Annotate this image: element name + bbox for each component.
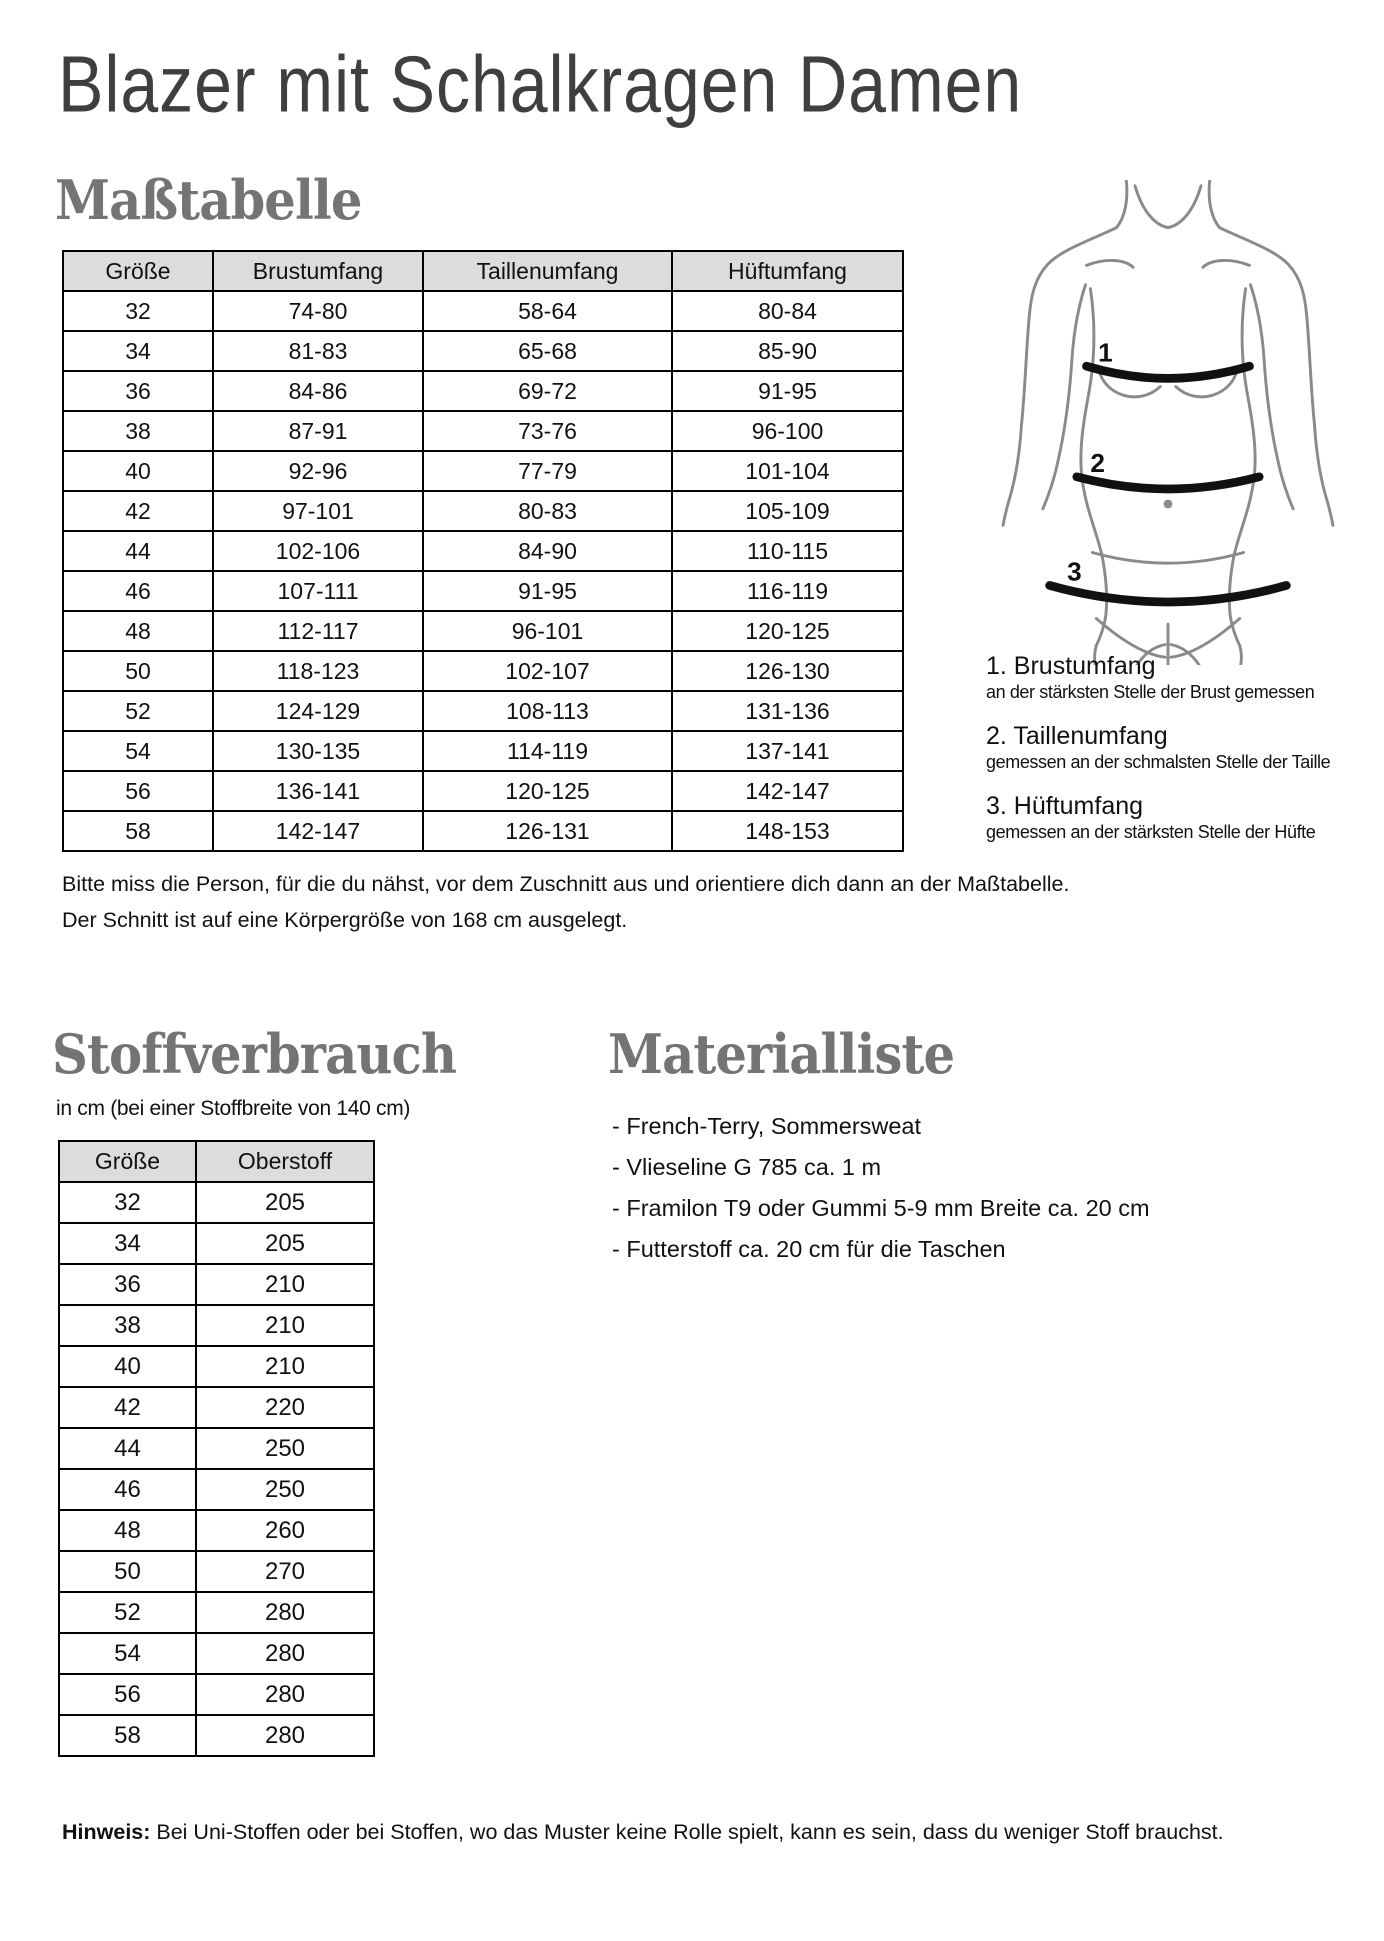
- table-cell: 46: [63, 571, 213, 611]
- table-cell: 40: [63, 451, 213, 491]
- header-row: [59, 1141, 374, 1182]
- table-cell: 52: [63, 691, 213, 731]
- material-list: [612, 1106, 1150, 1270]
- table-cell: 56: [59, 1674, 196, 1715]
- table-cell: 97-101: [213, 491, 423, 531]
- header-row: [63, 251, 903, 291]
- table-cell: 280: [196, 1715, 374, 1756]
- column-header: Größe: [59, 1141, 196, 1182]
- table-cell: 148-153: [672, 811, 903, 851]
- table-cell: 85-90: [672, 331, 903, 371]
- table-cell: 105-109: [672, 491, 903, 531]
- table-cell: 126-130: [672, 651, 903, 691]
- table-row: [63, 691, 903, 731]
- table-cell: 205: [196, 1223, 374, 1264]
- table-cell: 210: [196, 1264, 374, 1305]
- table-cell: 54: [59, 1633, 196, 1674]
- table-cell: 44: [59, 1428, 196, 1469]
- material-item: - Futterstoff ca. 20 cm für die Taschen: [612, 1236, 1006, 1262]
- table-cell: 205: [196, 1182, 374, 1223]
- masstabelle-heading: Maßtabelle: [55, 168, 362, 232]
- table-row: [63, 651, 903, 691]
- table-cell: 48: [63, 611, 213, 651]
- band-label-2: 2: [1090, 447, 1105, 478]
- table-row: [63, 771, 903, 811]
- table-row: [59, 1428, 374, 1469]
- table-cell: 81-83: [213, 331, 423, 371]
- table-row: [63, 451, 903, 491]
- measurement-note: [62, 866, 1069, 938]
- stoffverbrauch-subtitle: in cm (bei einer Stoffbreite von 140 cm): [56, 1097, 411, 1120]
- table-cell: 65-68: [423, 331, 672, 371]
- note-line-2: Der Schnitt ist auf eine Körpergröße von 168 cm ausgelegt.: [62, 908, 628, 932]
- table-row: [59, 1674, 374, 1715]
- legend-desc: gemessen an der schmalsten Stelle der Taille: [986, 752, 1331, 772]
- table-row: [63, 491, 903, 531]
- table-cell: 114-119: [423, 731, 672, 771]
- table-cell: 280: [196, 1674, 374, 1715]
- table-cell: 36: [59, 1264, 196, 1305]
- table-row: [59, 1346, 374, 1387]
- table-cell: 34: [59, 1223, 196, 1264]
- table-cell: 280: [196, 1633, 374, 1674]
- table-cell: 58: [59, 1715, 196, 1756]
- material-item: - Vlieseline G 785 ca. 1 m: [612, 1154, 882, 1180]
- table-cell: 50: [59, 1551, 196, 1592]
- column-header: Hüftumfang: [672, 251, 903, 291]
- table-cell: 126-131: [423, 811, 672, 851]
- table-row: [63, 371, 903, 411]
- table-cell: 84-86: [213, 371, 423, 411]
- table-cell: 112-117: [213, 611, 423, 651]
- table-cell: 260: [196, 1510, 374, 1551]
- table-row: [59, 1264, 374, 1305]
- table-cell: 118-123: [213, 651, 423, 691]
- table-cell: 84-90: [423, 531, 672, 571]
- table-row: [63, 411, 903, 451]
- table-cell: 124-129: [213, 691, 423, 731]
- table-cell: 210: [196, 1346, 374, 1387]
- table-cell: 107-111: [213, 571, 423, 611]
- table-cell: 101-104: [672, 451, 903, 491]
- table-cell: 48: [59, 1510, 196, 1551]
- table-cell: 108-113: [423, 691, 672, 731]
- table-cell: 210: [196, 1305, 374, 1346]
- table-row: [59, 1305, 374, 1346]
- table-cell: 92-96: [213, 451, 423, 491]
- band-label-3: 3: [1067, 556, 1082, 587]
- column-header: Taillenumfang: [423, 251, 672, 291]
- table-cell: 280: [196, 1592, 374, 1633]
- table-cell: 42: [59, 1387, 196, 1428]
- table-cell: 136-141: [213, 771, 423, 811]
- table-cell: 40: [59, 1346, 196, 1387]
- table-cell: 142-147: [213, 811, 423, 851]
- hinweis-note: [62, 1820, 1224, 1845]
- page-title: Blazer mit Schalkragen Damen: [58, 39, 1023, 129]
- table-row: [59, 1223, 374, 1264]
- bust-band-icon: [1087, 366, 1250, 378]
- hip-band-icon: [1050, 585, 1287, 601]
- band-label-1: 1: [1098, 337, 1113, 368]
- table-cell: 102-106: [213, 531, 423, 571]
- table-row: [63, 731, 903, 771]
- legend-desc: an der stärksten Stelle der Brust gemessen: [986, 682, 1315, 702]
- table-cell: 44: [63, 531, 213, 571]
- measurement-legend: [986, 652, 1366, 862]
- legend-desc: gemessen an der stärksten Stelle der Hüfte: [986, 822, 1316, 842]
- table-cell: 120-125: [423, 771, 672, 811]
- column-header: Oberstoff: [196, 1141, 374, 1182]
- legend-item: [986, 652, 1366, 703]
- legend-title: 2. Taillenumfang: [986, 722, 1168, 750]
- table-cell: 137-141: [672, 731, 903, 771]
- table-cell: 38: [63, 411, 213, 451]
- table-cell: 42: [63, 491, 213, 531]
- legend-item: [986, 792, 1366, 843]
- hinweis-text: Bei Uni-Stoffen oder bei Stoffen, wo das Muster keine Rolle spielt, kann es sein, dass du weniger Stoff brauchst.: [150, 1820, 1224, 1844]
- table-cell: 91-95: [423, 571, 672, 611]
- table-row: [63, 531, 903, 571]
- table-cell: 36: [63, 371, 213, 411]
- column-header: Größe: [63, 251, 213, 291]
- table-cell: 120-125: [672, 611, 903, 651]
- table-cell: 74-80: [213, 291, 423, 331]
- table-cell: 102-107: [423, 651, 672, 691]
- material-item: - Framilon T9 oder Gummi 5-9 mm Breite ca. 20 cm: [612, 1195, 1150, 1221]
- table-cell: 270: [196, 1551, 374, 1592]
- torso-illustration-icon: [978, 180, 1358, 665]
- column-header: Brustumfang: [213, 251, 423, 291]
- table-cell: 96-101: [423, 611, 672, 651]
- table-cell: 80-83: [423, 491, 672, 531]
- table-row: [63, 291, 903, 331]
- stoffverbrauch-heading: Stoffverbrauch: [52, 1022, 457, 1086]
- navel-dot-icon: [1164, 500, 1173, 509]
- table-row: [63, 611, 903, 651]
- table-row: [59, 1592, 374, 1633]
- table-cell: 32: [59, 1182, 196, 1223]
- table-cell: 50: [63, 651, 213, 691]
- legend-item: [986, 722, 1366, 773]
- table-row: [59, 1715, 374, 1756]
- table-cell: 130-135: [213, 731, 423, 771]
- table-row: [59, 1551, 374, 1592]
- table-row: [59, 1510, 374, 1551]
- table-row: [59, 1633, 374, 1674]
- table-cell: 116-119: [672, 571, 903, 611]
- table-cell: 80-84: [672, 291, 903, 331]
- table-cell: 54: [63, 731, 213, 771]
- materialliste-heading: Materialliste: [608, 1022, 955, 1086]
- body-measurement-figure: [978, 180, 1358, 665]
- table-row: [59, 1182, 374, 1223]
- table-cell: 250: [196, 1469, 374, 1510]
- table-cell: 69-72: [423, 371, 672, 411]
- table-cell: 131-136: [672, 691, 903, 731]
- table-cell: 142-147: [672, 771, 903, 811]
- table-cell: 73-76: [423, 411, 672, 451]
- table-cell: 52: [59, 1592, 196, 1633]
- table-cell: 34: [63, 331, 213, 371]
- legend-title: 3. Hüftumfang: [986, 792, 1144, 820]
- table-row: [63, 811, 903, 851]
- table-cell: 220: [196, 1387, 374, 1428]
- table-cell: 77-79: [423, 451, 672, 491]
- table-cell: 32: [63, 291, 213, 331]
- fabric-consumption-table: [58, 1140, 375, 1757]
- table-cell: 56: [63, 771, 213, 811]
- table-row: [59, 1469, 374, 1510]
- waist-band-icon: [1077, 477, 1259, 489]
- table-cell: 38: [59, 1305, 196, 1346]
- table-row: [63, 331, 903, 371]
- measurement-table: [62, 250, 904, 852]
- note-line-1: Bitte miss die Person, für die du nähst, vor dem Zuschnitt aus und orientiere dich dann an der Maßtabelle.: [62, 872, 1070, 896]
- table-cell: 58: [63, 811, 213, 851]
- table-cell: 96-100: [672, 411, 903, 451]
- hinweis-label: Hinweis:: [62, 1820, 151, 1844]
- table-cell: 58-64: [423, 291, 672, 331]
- table-row: [59, 1387, 374, 1428]
- table-row: [63, 571, 903, 611]
- table-cell: 110-115: [672, 531, 903, 571]
- material-item: - French-Terry, Sommersweat: [612, 1113, 922, 1139]
- table-cell: 87-91: [213, 411, 423, 451]
- table-cell: 46: [59, 1469, 196, 1510]
- table-cell: 250: [196, 1428, 374, 1469]
- table-cell: 91-95: [672, 371, 903, 411]
- legend-title: 1. Brustumfang: [986, 652, 1156, 680]
